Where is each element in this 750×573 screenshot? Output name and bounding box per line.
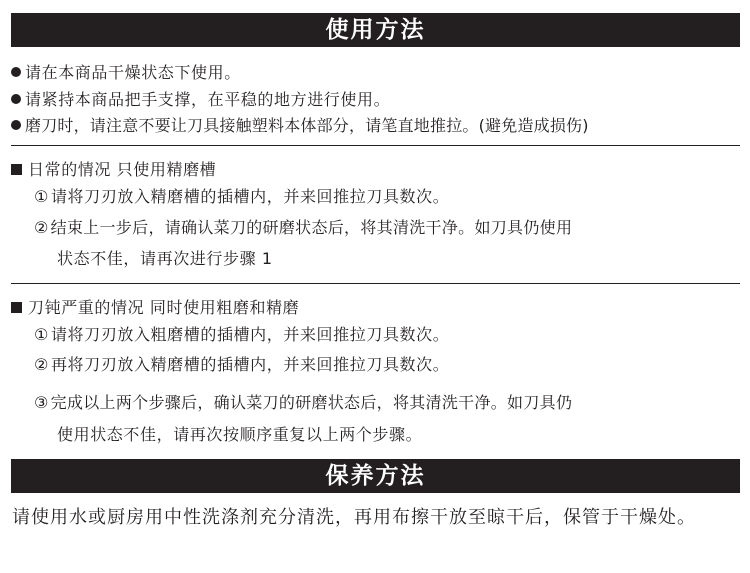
section2-title: 刀钝严重的情况 同时使用粗磨和精磨 — [11, 295, 299, 318]
care-text: 请使用水或厨房用中性洗涤剂充分清洗，再用布擦干放至晾干后，保管于干燥处。 — [12, 507, 696, 528]
section1-step-2: ② 结束上一步后，请确认菜刀的研磨状态后，将其清洗干净。如刀具仍使用 — [34, 218, 573, 237]
section2-step-3: ③ 完成以上两个步骤后，确认菜刀的研磨状态后，将其清洗干净。如刀具仍 — [34, 393, 573, 412]
divider — [11, 283, 740, 284]
usage-bullet-1: 请在本商品干燥状态下使用。 — [11, 60, 241, 83]
section2-step-2: ② 再将刀刃放入精磨槽的插槽内，并来回推拉刀具数次。 — [34, 355, 450, 374]
section1-step-1: ① 请将刀刃放入精磨槽的插槽内，并来回推拉刀具数次。 — [34, 187, 450, 206]
section2-step-1: ① 请将刀刃放入粗磨槽的插槽内，并来回推拉刀具数次。 — [34, 325, 450, 344]
section1-step-2-continued: 状态不佳，请再次进行步骤 1 — [57, 249, 273, 268]
section2-step-3-continued: 使用状态不佳，请再次按顺序重复以上两个步骤。 — [57, 425, 423, 444]
bullet-icon — [11, 67, 21, 77]
usage-bullet-2: 请紧持本商品把手支撑，在平稳的地方进行使用。 — [11, 87, 390, 110]
square-bullet-icon — [11, 302, 22, 313]
bullet-icon — [11, 120, 21, 130]
usage-header: 使用方法 — [11, 13, 740, 47]
divider — [11, 145, 740, 146]
bullet-icon — [11, 94, 21, 104]
usage-bullet-3: 磨刀时，请注意不要让刀具接触塑料本体部分，请笔直地推拉。(避免造成损伤) — [11, 113, 589, 136]
section1-title: 日常的情况 只使用精磨槽 — [11, 157, 216, 180]
square-bullet-icon — [11, 164, 22, 175]
care-header: 保养方法 — [11, 459, 740, 493]
